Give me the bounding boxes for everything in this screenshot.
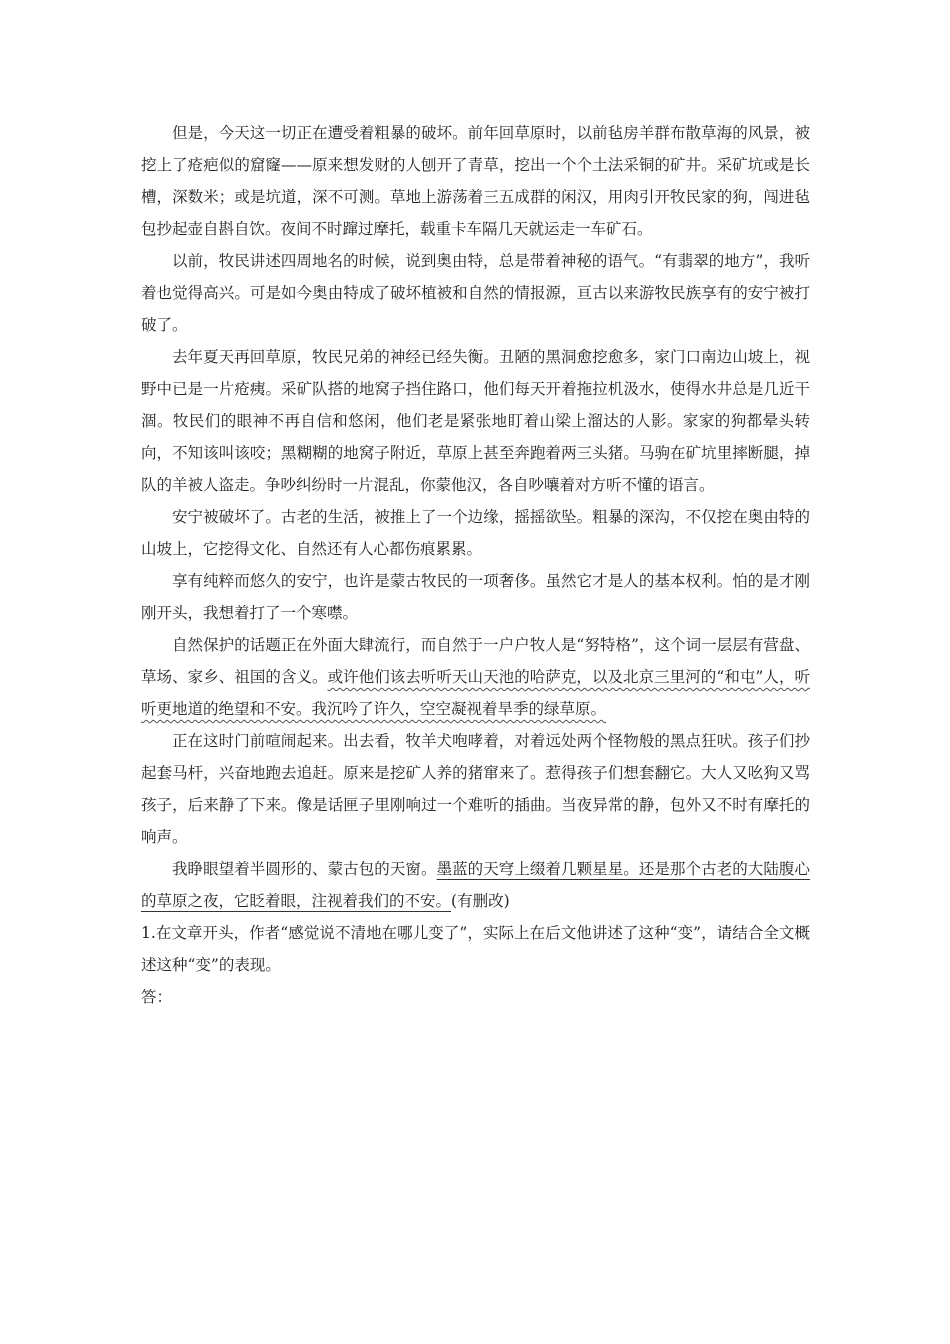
paragraph-8 [141,853,810,917]
paragraph-7: 正在这时门前喧闹起来。出去看，牧羊犬咆哮着，对着远处两个怪物般的黑点狂吠。孩子们抄起套马杆，兴奋地跑去追赶。原来是挖矿人养的猪窜来了。惹得孩子们想套翻它。大人又吆狗又骂孩子，后来静了下来。像是话匣子里刚响过一个难听的插曲。当夜异常的静，包外又不时有摩托的响声。 [141,732,810,846]
wavy-underlined-sentence: 或许他们该去听听天山天池的哈萨克，以及北京三里河的“和屯”人，听听更地道的绝望和不安。我沉吟了许久，空空凝视着旱季的绿草原。 [141,668,810,718]
article-body [141,117,810,1013]
paragraph-3: 去年夏天再回草原，牧民兄弟的神经已经失衡。丑陋的黑洞愈挖愈多，家门口南边山坡上，视野中已是一片疮痍。采矿队搭的地窝子挡住路口，他们每天开着拖拉机汲水，使得水井总是几近干涸。牧民们的眼神不再自信和悠闲，他们老是紧张地盯着山梁上溜达的人影。家家的狗都晕头转向，不知该叫该咬；黑糊糊的地窝子附近，草原上甚至奔跑着两三头猪。马驹在矿坑里摔断腿，掉队的羊被人盗走。争吵纠纷时一片混乱，你蒙他汉，各自吵嚷着对方听不懂的语言。 [141,348,810,494]
question-1: 1.在文章开头，作者“感觉说不清地在哪儿变了”，实际上在后文他讲述了这种“变”，请结合全文概述这种“变”的表现。 [141,924,810,974]
paragraph-6 [141,629,810,725]
paragraph-4: 安宁被破坏了。古老的生活，被推上了一个边缘，摇摇欲坠。粗暴的深沟，不仅挖在奥由特的山坡上，它挖得文化、自然还有人心都伤痕累累。 [141,508,810,558]
paragraph-5: 享有纯粹而悠久的安宁，也许是蒙古牧民的一项奢侈。虽然它才是人的基本权利。怕的是才刚刚开头，我想着打了一个寒噤。 [141,572,810,622]
revision-note: (有删改) [451,892,510,910]
paragraph-6-plain-text: 自然保护的话题正在外面大肆流行，而自然于一户户牧人是“努特格”，这个词一层层有营盘、草场、家乡、祖国的含义。 [141,636,810,686]
underlined-sentence: 墨蓝的天穹上缀着几颗星星。还是那个古老的大陆腹心的草原之夜，它眨着眼，注视着我们的不安。 [141,860,810,910]
answer-label: 答： [141,988,173,1006]
paragraph-2: 以前，牧民讲述四周地名的时候，说到奥由特，总是带着神秘的语气。“有翡翠的地方”，我听着也觉得高兴。可是如今奥由特成了破坏植被和自然的情报源，亘古以来游牧民族享有的安宁被打破了。 [141,252,810,334]
paragraph-1: 但是，今天这一切正在遭受着粗暴的破坏。前年回草原时，以前毡房羊群布散草海的风景，被挖上了疮疤似的窟窿——原来想发财的人刨开了青草，挖出一个个土法采铜的矿井。采矿坑或是长槽，深数米；或是坑道，深不可测。草地上游荡着三五成群的闲汉，用肉引开牧民家的狗，闯进毡包抄起壶自斟自饮。夜间不时蹿过摩托，载重卡车隔几天就运走一车矿石。 [141,124,810,238]
paragraph-8-plain-text: 我睁眼望着半圆形的、蒙古包的天窗。 [172,860,437,878]
